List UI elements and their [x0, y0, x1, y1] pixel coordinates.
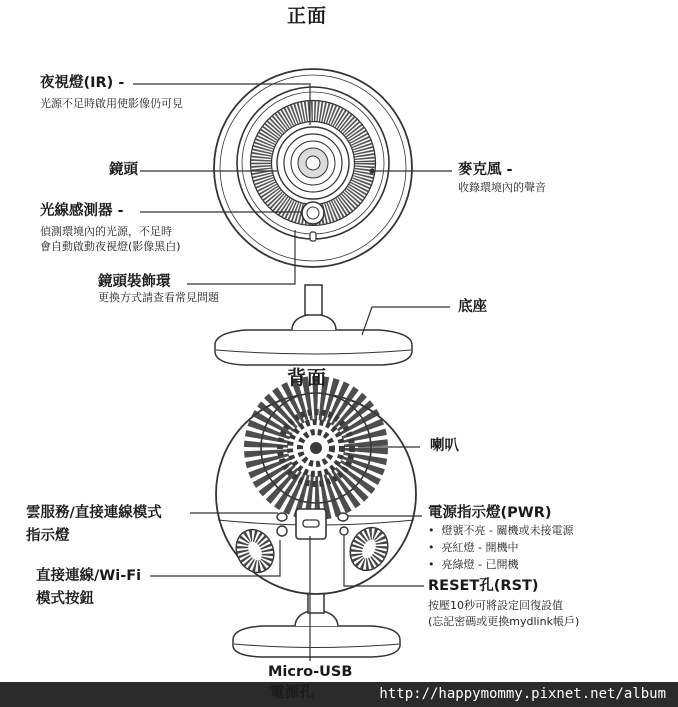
lens-ring-desc: 更換方式請查看常見問題	[98, 291, 219, 304]
back-heading: 背面	[287, 367, 328, 389]
base-title: 底座	[458, 299, 487, 315]
cloud-led-line-1: 雲服務/直接連線模式	[26, 505, 162, 521]
lens-ring-title: 鏡頭裝飾環	[98, 274, 171, 290]
power-led-title: 電源指示燈(PWR)	[428, 505, 552, 521]
lens-title: 鏡頭	[109, 162, 138, 178]
back-base-plate	[233, 626, 400, 657]
reset-desc-1: 按壓10秒可將設定回復設值	[428, 599, 563, 612]
light-sensor-title: 光線感測器 -	[40, 203, 124, 219]
reset-title: RESET孔(RST)	[428, 578, 539, 594]
mic-title: 麥克風 -	[458, 162, 513, 178]
wifi-button-line-2: 模式按鈕	[36, 591, 94, 607]
light-sensor	[302, 202, 324, 224]
light-sensor-desc-2: 會自動啟動夜視燈(影像黑白)	[40, 240, 181, 253]
front-indicator	[310, 232, 316, 241]
front-base-plate	[215, 330, 412, 365]
power-led	[338, 513, 348, 521]
speaker-title: 喇叭	[430, 438, 459, 454]
front-base-dome	[292, 314, 336, 330]
power-led-item-1: • 燈號不亮 - 關機或未接電源	[428, 524, 574, 537]
wifi-button	[277, 526, 287, 536]
front-heading: 正面	[287, 5, 328, 27]
usb-line-1: Micro-USB	[268, 664, 353, 680]
watermark-banner	[0, 682, 678, 707]
watermark-url[interactable]: http://happymommy.pixnet.net/album	[379, 686, 666, 702]
ir-led-title: 夜視燈(IR) -	[40, 75, 125, 91]
back-camera-drawing	[216, 393, 416, 657]
usb-line-2: 電源孔	[270, 685, 314, 701]
cloud-led-line-2: 指示燈	[26, 528, 70, 544]
light-sensor-desc-1: 偵測環境內的光源，不足時	[40, 225, 172, 238]
cloud-led	[277, 513, 287, 521]
power-led-item-3: • 亮綠燈 - 已開機	[428, 558, 519, 571]
front-stem	[305, 285, 322, 315]
ir-led-desc: 光源不足時啟用使影像仍可見	[40, 97, 183, 110]
mic-desc: 收錄環境內的聲音	[458, 181, 546, 194]
reset-hole	[340, 527, 348, 535]
wifi-button-line-1: 直接連線/Wi-Fi	[36, 568, 142, 584]
power-led-item-2: • 亮紅燈 - 開機中	[428, 541, 519, 554]
reset-desc-2: (忘記密碼或更換mydlink帳戶)	[428, 615, 580, 628]
micro-usb-port	[296, 509, 326, 539]
front-camera-drawing	[214, 69, 412, 365]
